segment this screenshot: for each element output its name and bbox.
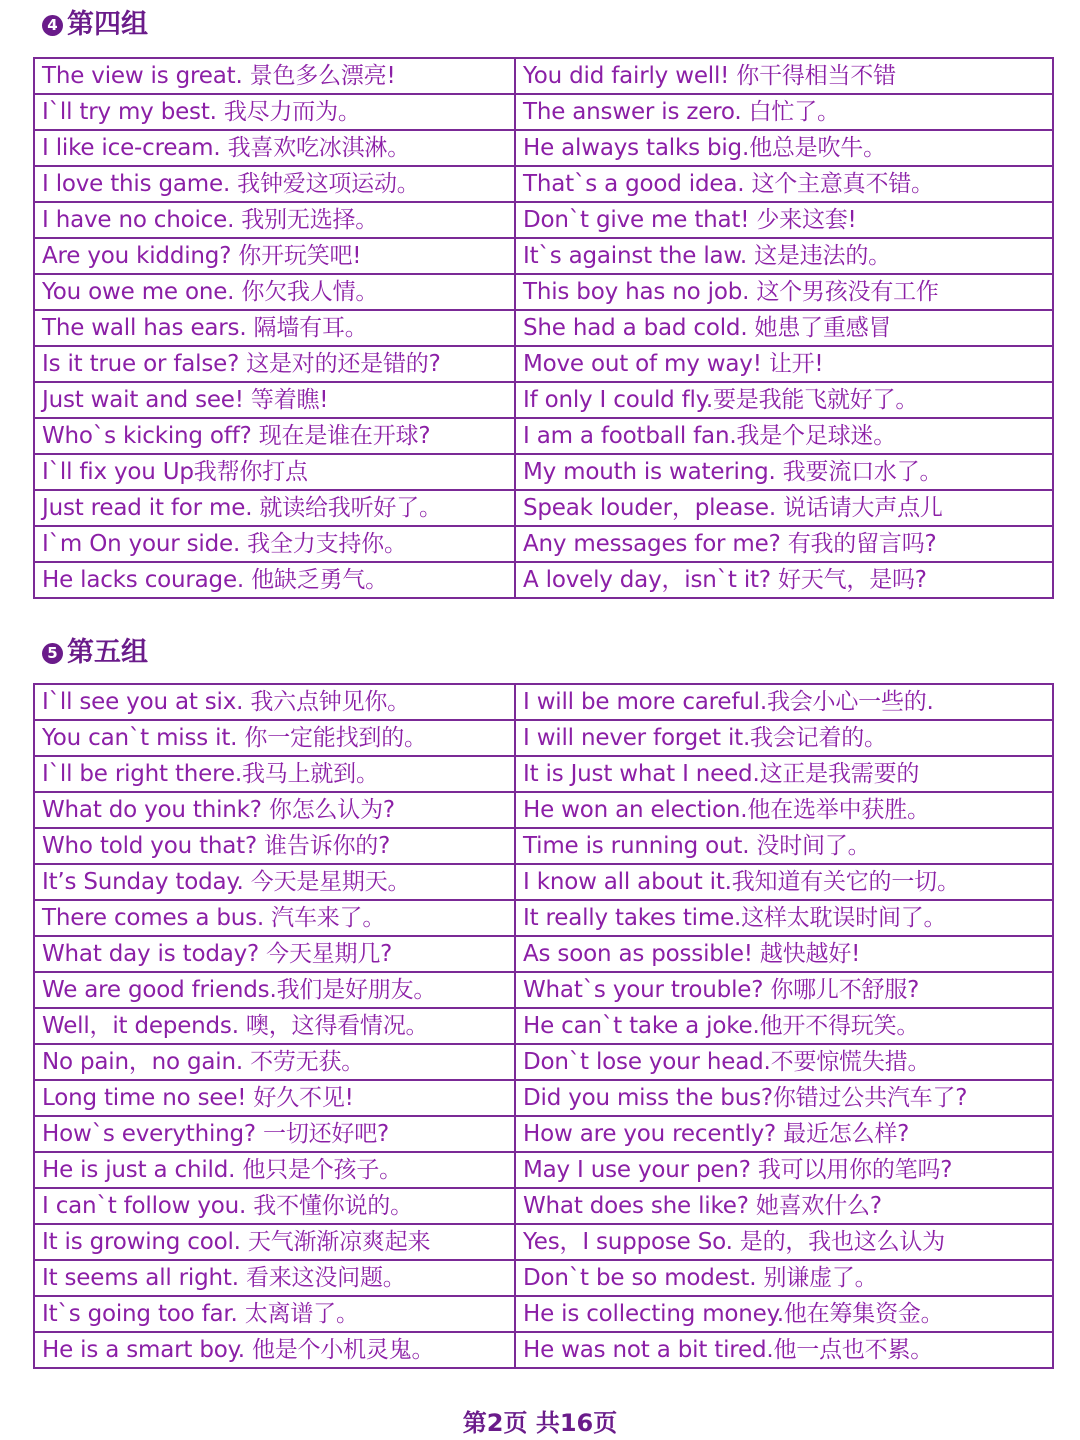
- phrase-cell-right: Don`t give me that! 少来这套!: [515, 202, 1053, 238]
- phrase-cell-left: It seems all right. 看来这没问题。: [34, 1260, 515, 1296]
- table-row: [34, 972, 1053, 1008]
- phrase-cell-right: He can`t take a joke.他开不得玩笑。: [515, 1008, 1053, 1044]
- phrase-cell-right: It is Just what I need.这正是我需要的: [515, 756, 1053, 792]
- phrase-cell-left: It’s Sunday today. 今天是星期天。: [34, 864, 515, 900]
- section-4-badge: 4: [42, 15, 63, 36]
- section-4-title-text: 第四组: [67, 9, 148, 40]
- phrase-cell-left: I have no choice. 我别无选择。: [34, 202, 515, 238]
- table-row: [34, 238, 1053, 274]
- table-row: [34, 166, 1053, 202]
- phrase-cell-left: It`s going too far. 太离谱了。: [34, 1296, 515, 1332]
- table-row: [34, 684, 1053, 720]
- phrase-cell-left: Who told you that? 谁告诉你的?: [34, 828, 515, 864]
- table-row: [34, 756, 1053, 792]
- table-row: [34, 1116, 1053, 1152]
- phrase-cell-right: He always talks big.他总是吹牛。: [515, 130, 1053, 166]
- table-row: [34, 1260, 1053, 1296]
- table-row: [34, 454, 1053, 490]
- phrase-cell-left: He lacks courage. 他缺乏勇气。: [34, 562, 515, 598]
- phrase-cell-right: Any messages for me? 有我的留言吗?: [515, 526, 1053, 562]
- phrase-cell-left: You can`t miss it. 你一定能找到的。: [34, 720, 515, 756]
- phrase-cell-right: You did fairly well! 你干得相当不错: [515, 58, 1053, 94]
- table-row: [34, 310, 1053, 346]
- section-5-title: [42, 635, 148, 671]
- phrase-cell-left: How`s everything? 一切还好吧?: [34, 1116, 515, 1152]
- table-row: [34, 202, 1053, 238]
- table-row: [34, 382, 1053, 418]
- phrase-cell-right: I will never forget it.我会记着的。: [515, 720, 1053, 756]
- section-5-title-text: 第五组: [67, 637, 148, 668]
- phrase-cell-right: What`s your trouble? 你哪儿不舒服?: [515, 972, 1053, 1008]
- phrase-cell-left: What day is today? 今天星期几?: [34, 936, 515, 972]
- phrase-cell-left: He is a smart boy. 他是个小机灵鬼。: [34, 1332, 515, 1368]
- phrase-cell-right: Time is running out. 没时间了。: [515, 828, 1053, 864]
- phrase-cell-right: I will be more careful.我会小心一些的.: [515, 684, 1053, 720]
- table-row: [34, 1332, 1053, 1368]
- table-row: [34, 1008, 1053, 1044]
- phrase-cell-right: What does she like? 她喜欢什么?: [515, 1188, 1053, 1224]
- phrase-cell-left: I`m On your side. 我全力支持你。: [34, 526, 515, 562]
- phrase-cell-right: This boy has no job. 这个男孩没有工作: [515, 274, 1053, 310]
- phrase-cell-left: I can`t follow you. 我不懂你说的。: [34, 1188, 515, 1224]
- phrase-cell-left: Long time no see! 好久不见!: [34, 1080, 515, 1116]
- phrase-cell-left: We are good friends.我们是好朋友。: [34, 972, 515, 1008]
- phrase-cell-left: I like ice-cream. 我喜欢吃冰淇淋。: [34, 130, 515, 166]
- phrase-cell-right: If only I could fly.要是我能飞就好了。: [515, 382, 1053, 418]
- phrase-cell-right: Don`t be so modest. 别谦虚了。: [515, 1260, 1053, 1296]
- phrase-cell-left: I`ll fix you Up我帮你打点: [34, 454, 515, 490]
- page-footer: 第2页 共16页: [462, 1409, 618, 1437]
- table-row: [34, 1080, 1053, 1116]
- phrase-cell-right: Yes，I suppose So. 是的，我也这么认为: [515, 1224, 1053, 1260]
- phrase-cell-left: The view is great. 景色多么漂亮!: [34, 58, 515, 94]
- table-row: [34, 864, 1053, 900]
- table-row: [34, 562, 1053, 598]
- phrase-cell-right: Did you miss the bus?你错过公共汽车了?: [515, 1080, 1053, 1116]
- phrase-cell-right: Move out of my way! 让开!: [515, 346, 1053, 382]
- phrase-cell-left: I`ll be right there.我马上就到。: [34, 756, 515, 792]
- phrase-cell-right: I know all about it.我知道有关它的一切。: [515, 864, 1053, 900]
- phrase-cell-right: Don`t lose your head.不要惊慌失措。: [515, 1044, 1053, 1080]
- phrase-cell-right: Speak louder，please. 说话请大声点儿: [515, 490, 1053, 526]
- table-row: [34, 130, 1053, 166]
- phrase-cell-left: The wall has ears. 隔墙有耳。: [34, 310, 515, 346]
- table-row: [34, 792, 1053, 828]
- phrase-cell-left: No pain，no gain. 不劳无获。: [34, 1044, 515, 1080]
- phrase-cell-left: It is growing cool. 天气渐渐凉爽起来: [34, 1224, 515, 1260]
- table-row: [34, 58, 1053, 94]
- phrase-cell-right: The answer is zero. 白忙了。: [515, 94, 1053, 130]
- phrase-cell-right: He won an election.他在选举中获胜。: [515, 792, 1053, 828]
- table-row: [34, 418, 1053, 454]
- section-5-table: [33, 683, 1054, 1369]
- phrase-cell-left: Well，it depends. 噢，这得看情况。: [34, 1008, 515, 1044]
- phrase-cell-right: May I use your pen? 我可以用你的笔吗?: [515, 1152, 1053, 1188]
- phrase-cell-left: Is it true or false? 这是对的还是错的?: [34, 346, 515, 382]
- phrase-cell-left: I love this game. 我钟爱这项运动。: [34, 166, 515, 202]
- phrase-cell-left: There comes a bus. 汽车来了。: [34, 900, 515, 936]
- section-5-badge: 5: [42, 643, 63, 664]
- table-row: [34, 1044, 1053, 1080]
- phrase-cell-right: It`s against the law. 这是违法的。: [515, 238, 1053, 274]
- phrase-cell-right: She had a bad cold. 她患了重感冒: [515, 310, 1053, 346]
- table-row: [34, 94, 1053, 130]
- table-row: [34, 828, 1053, 864]
- phrase-cell-left: Who`s kicking off? 现在是谁在开球?: [34, 418, 515, 454]
- phrase-cell-left: He is just a child. 他只是个孩子。: [34, 1152, 515, 1188]
- table-row: [34, 490, 1053, 526]
- phrase-cell-right: That`s a good idea. 这个主意真不错。: [515, 166, 1053, 202]
- table-row: [34, 720, 1053, 756]
- table-row: [34, 936, 1053, 972]
- section-4-title: [42, 7, 148, 43]
- phrase-cell-right: My mouth is watering. 我要流口水了。: [515, 454, 1053, 490]
- table-row: [34, 1188, 1053, 1224]
- phrase-cell-left: What do you think? 你怎么认为?: [34, 792, 515, 828]
- section-4-table: [33, 57, 1054, 599]
- phrase-cell-left: I`ll try my best. 我尽力而为。: [34, 94, 515, 130]
- phrase-cell-right: He was not a bit tired.他一点也不累。: [515, 1332, 1053, 1368]
- table-row: [34, 1224, 1053, 1260]
- phrase-cell-right: How are you recently? 最近怎么样?: [515, 1116, 1053, 1152]
- table-row: [34, 274, 1053, 310]
- table-row: [34, 526, 1053, 562]
- table-row: [34, 1296, 1053, 1332]
- table-row: [34, 1152, 1053, 1188]
- phrase-cell-left: Just wait and see! 等着瞧!: [34, 382, 515, 418]
- phrase-cell-right: A lovely day，isn`t it? 好天气，是吗?: [515, 562, 1053, 598]
- phrase-cell-left: You owe me one. 你欠我人情。: [34, 274, 515, 310]
- phrase-cell-left: Just read it for me. 就读给我听好了。: [34, 490, 515, 526]
- phrase-cell-right: He is collecting money.他在筹集资金。: [515, 1296, 1053, 1332]
- phrase-cell-right: I am a football fan.我是个足球迷。: [515, 418, 1053, 454]
- phrase-cell-left: I`ll see you at six. 我六点钟见你。: [34, 684, 515, 720]
- table-row: [34, 900, 1053, 936]
- phrase-cell-left: Are you kidding? 你开玩笑吧!: [34, 238, 515, 274]
- phrase-cell-right: As soon as possible! 越快越好!: [515, 936, 1053, 972]
- table-row: [34, 346, 1053, 382]
- phrase-cell-right: It really takes time.这样太耽误时间了。: [515, 900, 1053, 936]
